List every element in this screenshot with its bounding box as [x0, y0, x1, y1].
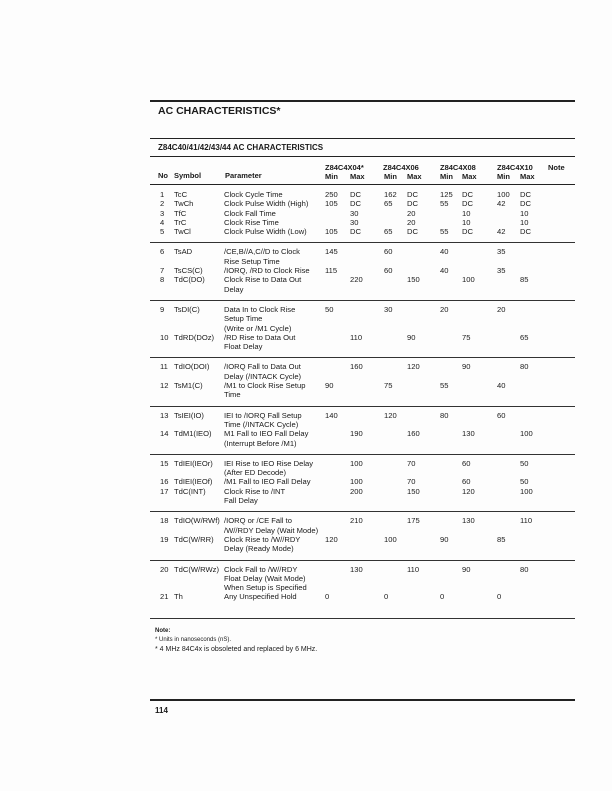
row-group: [150, 512, 575, 560]
max-value: 160: [350, 362, 363, 372]
min-value: 60: [384, 247, 393, 257]
row-parameter: Clock Fall Time: [224, 208, 276, 218]
max-value: DC: [520, 190, 531, 199]
table-row: [150, 362, 575, 381]
rule: [150, 138, 575, 139]
min-value: 30: [384, 304, 393, 314]
notes-label: Note:: [155, 628, 171, 634]
min-value: 42: [497, 227, 506, 237]
row-parameter: Clock Rise to Data Out: [224, 275, 302, 285]
row-parameter: Clock Pulse Width (High): [224, 199, 309, 209]
row-number: 7: [160, 266, 165, 276]
row-parameter: Float Delay (Wait Mode): [224, 573, 306, 583]
row-parameter: Clock Fall to /W//RDY: [224, 564, 298, 574]
table-row: [150, 459, 575, 478]
header-min: Min: [440, 172, 453, 181]
max-value: 85: [520, 275, 529, 285]
row-parameter: Clock Rise Time: [224, 217, 279, 227]
row-symbol: TwCl: [174, 227, 191, 237]
table-row: [150, 227, 575, 236]
min-value: 35: [497, 266, 506, 276]
max-value: 210: [350, 516, 363, 526]
row-number: 9: [160, 304, 165, 314]
max-value: 90: [462, 564, 471, 574]
row-parameter: When Setup is Specified: [224, 583, 307, 593]
max-value: 100: [350, 477, 363, 487]
max-value: 100: [462, 275, 475, 285]
header-max: Max: [350, 172, 365, 181]
row-symbol: TsCS(C): [174, 266, 203, 276]
min-value: 0: [325, 592, 330, 602]
max-value: 75: [462, 332, 471, 342]
header-max: Max: [462, 172, 477, 181]
row-number: 1: [160, 190, 165, 199]
row-number: 17: [160, 486, 169, 496]
header-part: Z84C4X08: [440, 163, 476, 172]
rule: [150, 156, 575, 157]
max-value: DC: [350, 227, 361, 237]
row-symbol: TfC: [174, 208, 187, 218]
max-value: 10: [462, 208, 471, 218]
table-row: [150, 487, 575, 506]
table-row: [150, 477, 575, 486]
table-row: [150, 218, 575, 227]
table-row: [150, 247, 575, 266]
max-value: DC: [407, 227, 418, 237]
max-value: 130: [462, 429, 475, 439]
row-parameter: /IORQ Fall to Data Out: [224, 362, 301, 372]
min-value: 100: [497, 190, 510, 199]
max-value: 110: [350, 332, 363, 342]
row-parameter: Time (/INTACK Cycle): [224, 419, 299, 429]
row-number: 14: [160, 429, 169, 439]
row-symbol: TsM1(C): [174, 381, 203, 391]
bottom-rule: [150, 699, 575, 701]
min-value: 55: [440, 227, 449, 237]
row-number: 19: [160, 534, 169, 544]
row-parameter: Delay (Ready Mode): [224, 544, 294, 554]
max-value: DC: [462, 227, 473, 237]
table-row: [150, 565, 575, 593]
row-number: 2: [160, 199, 165, 209]
note-item: * Units in nanoseconds (nS).: [155, 637, 232, 643]
row-number: 11: [160, 362, 168, 372]
max-value: 70: [407, 477, 416, 487]
row-number: 16: [160, 477, 169, 487]
row-parameter: Clock Rise to /W//RDY: [224, 534, 301, 544]
row-parameter: Float Delay: [224, 342, 263, 352]
max-value: 90: [462, 362, 471, 372]
row-group: [150, 407, 575, 455]
max-value: 160: [407, 429, 420, 439]
header-parameter: Parameter: [225, 171, 262, 180]
max-value: DC: [462, 199, 473, 209]
min-value: 40: [440, 247, 449, 257]
row-parameter: Setup Time: [224, 314, 263, 324]
row-parameter: /CE,B//A,C//D to Clock: [224, 247, 300, 257]
row-group: [150, 243, 575, 300]
row-symbol: Th: [174, 592, 183, 602]
row-parameter: /M1 to Clock Rise Setup: [224, 381, 306, 391]
min-value: 20: [440, 304, 449, 314]
row-parameter: IEI to /IORQ Fall Setup: [224, 410, 302, 420]
header-no: No: [158, 171, 168, 180]
max-value: 20: [407, 217, 416, 227]
table-row: [150, 411, 575, 430]
row-symbol: TdC(W/RWz): [174, 564, 219, 574]
min-value: 35: [497, 247, 506, 257]
row-parameter: /IORQ, /RD to Clock Rise: [224, 266, 310, 276]
max-value: 100: [350, 458, 363, 468]
row-parameter: Delay (/INTACK Cycle): [224, 371, 302, 381]
row-parameter: Rise Setup Time: [224, 256, 280, 266]
row-group: [150, 358, 575, 406]
table-row: [150, 305, 575, 333]
min-value: 90: [440, 534, 449, 544]
max-value: 60: [462, 458, 471, 468]
row-symbol: TdC(DO): [174, 275, 205, 285]
header-min: Min: [497, 172, 510, 181]
max-value: 10: [462, 217, 471, 227]
table-row: [150, 535, 575, 554]
row-symbol: TdM1(IEO): [174, 429, 212, 439]
row-number: 20: [160, 564, 169, 574]
table-row: [150, 592, 575, 601]
row-symbol: TsDI(C): [174, 304, 200, 314]
max-value: 110: [520, 516, 533, 526]
row-number: 21: [160, 592, 169, 602]
header-max: Max: [407, 172, 422, 181]
min-value: 250: [325, 190, 338, 199]
header-min: Min: [325, 172, 338, 181]
min-value: 125: [440, 190, 453, 199]
max-value: 60: [462, 477, 471, 487]
row-number: 15: [160, 458, 169, 468]
row-symbol: TdC(INT): [174, 486, 206, 496]
min-value: 100: [384, 534, 397, 544]
min-value: 40: [440, 266, 449, 276]
max-value: 90: [407, 332, 416, 342]
top-rule: [150, 100, 575, 102]
max-value: 100: [520, 429, 533, 439]
min-value: 120: [384, 410, 397, 420]
row-parameter: Any Unspecified Hold: [224, 592, 297, 602]
max-value: 65: [520, 332, 529, 342]
min-value: 65: [384, 199, 393, 209]
section-title: AC CHARACTERISTICS*: [158, 105, 281, 117]
row-group: [150, 190, 575, 243]
header-part: Z84C4X04*: [325, 163, 364, 172]
table-row: [150, 516, 575, 535]
table-row: [150, 381, 575, 400]
table-row: [150, 266, 575, 275]
row-symbol: TsIEI(IO): [174, 410, 204, 420]
page-number: 114: [155, 706, 168, 715]
min-value: 75: [384, 381, 393, 391]
min-value: 90: [325, 381, 334, 391]
max-value: 10: [520, 208, 529, 218]
row-parameter: /RD Rise to Data Out: [224, 332, 296, 342]
max-value: 30: [350, 208, 359, 218]
min-value: 42: [497, 199, 506, 209]
row-group: [150, 455, 575, 512]
row-parameter: IEI Rise to IEO Rise Delay: [224, 458, 314, 468]
max-value: DC: [407, 199, 418, 209]
row-symbol: TdC(W/RR): [174, 534, 214, 544]
table-row: [150, 275, 575, 294]
row-symbol: TdIEI(IEOf): [174, 477, 213, 487]
note-item: * 4 MHz 84C4x is obsoleted and replaced by 6 MHz.: [155, 646, 318, 653]
min-value: 55: [440, 381, 449, 391]
min-value: 0: [440, 592, 445, 602]
header-part: Z84C4X06: [383, 163, 419, 172]
row-parameter: Delay: [224, 284, 244, 294]
min-value: 162: [384, 190, 397, 199]
row-number: 12: [160, 381, 169, 391]
row-symbol: TcC: [174, 190, 188, 199]
row-parameter: Fall Delay: [224, 496, 258, 506]
header-part: Z84C4X10: [497, 163, 533, 172]
max-value: 130: [462, 516, 475, 526]
row-parameter: Time: [224, 390, 241, 400]
max-value: 190: [350, 429, 363, 439]
min-value: 20: [497, 304, 506, 314]
row-parameter: M1 Fall to IEO Fall Delay: [224, 429, 309, 439]
row-symbol: TwCh: [174, 199, 194, 209]
table-row: [150, 199, 575, 208]
max-value: 30: [350, 217, 359, 227]
min-value: 50: [325, 304, 334, 314]
ac-table-body: [0, 190, 612, 619]
min-value: 0: [497, 592, 502, 602]
row-number: 5: [160, 227, 165, 237]
table-row: [150, 429, 575, 448]
row-parameter: Clock Cycle Time: [224, 190, 283, 199]
table-row: [150, 190, 575, 199]
row-parameter: (After ED Decode): [224, 468, 287, 478]
min-value: 40: [497, 381, 506, 391]
row-symbol: TdIO(W/RWf): [174, 516, 220, 526]
max-value: 20: [407, 208, 416, 218]
min-value: 115: [325, 266, 338, 276]
min-value: 55: [440, 199, 449, 209]
row-parameter: (Interrupt Before /M1): [224, 438, 297, 448]
row-symbol: TrC: [174, 217, 187, 227]
row-parameter: (Write or /M1 Cycle): [224, 323, 292, 333]
min-value: 105: [325, 199, 338, 209]
table-row: [150, 209, 575, 218]
header-min: Min: [384, 172, 397, 181]
max-value: 50: [520, 458, 529, 468]
row-number: 13: [160, 410, 169, 420]
row-parameter: /IORQ or /CE Fall to: [224, 516, 292, 526]
header-symbol: Symbol: [174, 171, 202, 180]
min-value: 0: [384, 592, 389, 602]
table-row: [150, 333, 575, 352]
max-value: DC: [350, 199, 361, 209]
notes: [155, 627, 317, 654]
min-value: 65: [384, 227, 393, 237]
max-value: 175: [407, 516, 420, 526]
max-value: 10: [520, 217, 529, 227]
min-value: 105: [325, 227, 338, 237]
max-value: 50: [520, 477, 529, 487]
min-value: 60: [384, 266, 393, 276]
row-number: 3: [160, 208, 165, 218]
row-number: 4: [160, 217, 165, 227]
max-value: DC: [350, 190, 361, 199]
row-symbol: TdIEI(IEOr): [174, 458, 213, 468]
max-value: 120: [462, 486, 475, 496]
table-title: Z84C40/41/42/43/44 AC CHARACTERISTICS: [158, 143, 324, 152]
max-value: 100: [520, 486, 533, 496]
max-value: 80: [520, 564, 529, 574]
row-number: 6: [160, 247, 165, 257]
row-symbol: TdIO(DOI): [174, 362, 210, 372]
max-value: DC: [462, 190, 473, 199]
row-parameter: Clock Rise to /INT: [224, 486, 286, 496]
max-value: 110: [407, 564, 420, 574]
max-value: 80: [520, 362, 529, 372]
row-parameter: /W//RDY Delay (Wait Mode): [224, 525, 319, 535]
row-group: [150, 301, 575, 358]
min-value: 60: [497, 410, 506, 420]
max-value: 130: [350, 564, 363, 574]
rule: [150, 184, 575, 185]
min-value: 120: [325, 534, 338, 544]
min-value: 85: [497, 534, 506, 544]
min-value: 80: [440, 410, 449, 420]
row-number: 18: [160, 516, 169, 526]
header-max: Max: [520, 172, 535, 181]
min-value: 145: [325, 247, 338, 257]
row-group: [150, 561, 575, 619]
max-value: 70: [407, 458, 416, 468]
max-value: DC: [520, 199, 531, 209]
row-parameter: Data In to Clock Rise: [224, 304, 296, 314]
row-parameter: Clock Pulse Width (Low): [224, 227, 307, 237]
row-number: 10: [160, 332, 169, 342]
max-value: 220: [350, 275, 363, 285]
max-value: 200: [350, 486, 363, 496]
row-parameter: /M1 Fall to IEO Fall Delay: [224, 477, 311, 487]
header-note: Note: [548, 163, 565, 172]
row-symbol: TdRD(DOz): [174, 332, 215, 342]
max-value: DC: [520, 227, 531, 237]
max-value: 120: [407, 362, 420, 372]
max-value: DC: [407, 190, 418, 199]
max-value: 150: [407, 486, 420, 496]
row-number: 8: [160, 275, 165, 285]
max-value: 150: [407, 275, 420, 285]
min-value: 140: [325, 410, 338, 420]
row-symbol: TsAD: [174, 247, 193, 257]
